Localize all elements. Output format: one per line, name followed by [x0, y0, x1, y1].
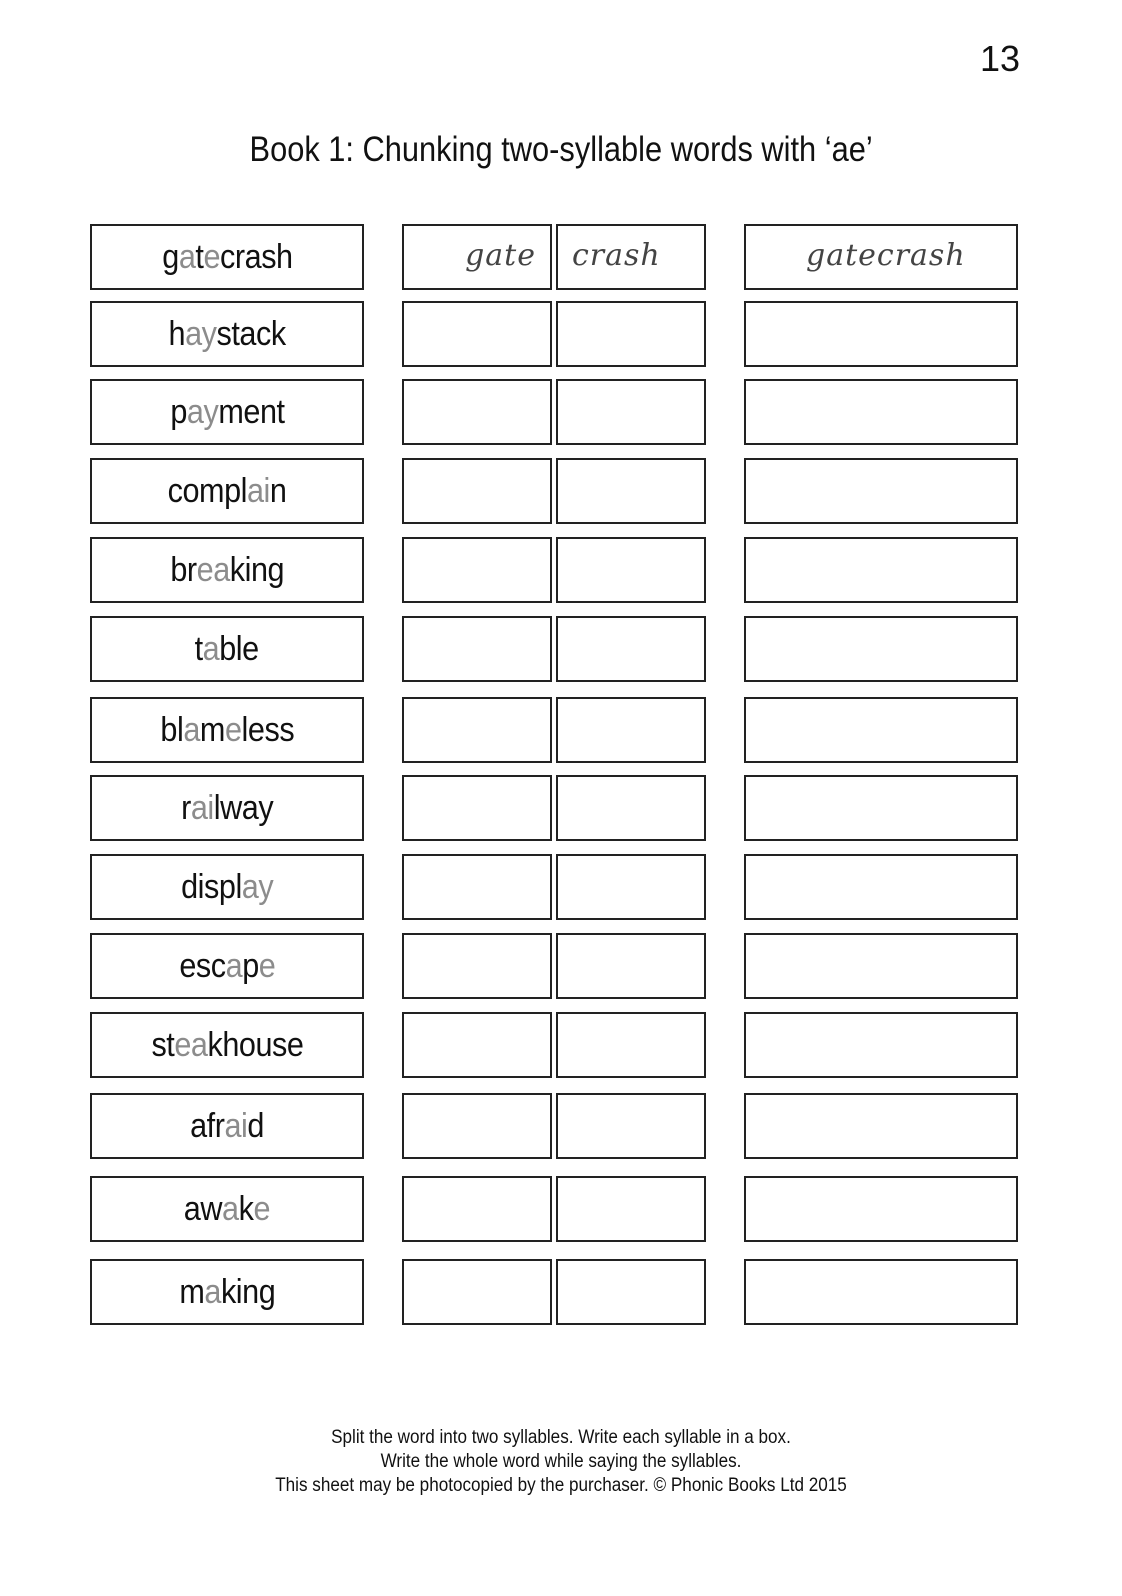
word-text: steakhouse [150, 1025, 304, 1064]
word-row [0, 616, 1122, 682]
word-text: gatecrash [161, 237, 293, 276]
syllable-1-box[interactable] [402, 933, 552, 999]
word-row [0, 1012, 1122, 1078]
syllable-2-box[interactable] [556, 933, 706, 999]
word-box [90, 379, 364, 445]
word-text: display [180, 867, 274, 906]
whole-word-box[interactable] [744, 379, 1018, 445]
word-row [0, 1259, 1122, 1325]
whole-word-box[interactable] [744, 1259, 1018, 1325]
word-box [90, 537, 364, 603]
whole-word-box[interactable] [744, 537, 1018, 603]
syllable-1-box[interactable] [402, 854, 552, 920]
instruction-line-1: Split the word into two syllables. Write each syllable in a box. [331, 1427, 791, 1448]
syllable-1-box[interactable] [402, 697, 552, 763]
word-box [90, 616, 364, 682]
syllable-2-box[interactable] [556, 379, 706, 445]
word-box [90, 1093, 364, 1159]
whole-word-box[interactable] [744, 301, 1018, 367]
word-box [90, 1176, 364, 1242]
word-box [90, 1259, 364, 1325]
word-text: making [179, 1272, 275, 1311]
word-row [0, 1093, 1122, 1159]
whole-word-box[interactable] [744, 933, 1018, 999]
whole-word-box[interactable] [744, 697, 1018, 763]
word-box [90, 1012, 364, 1078]
word-text: railway [180, 788, 274, 827]
word-text: blameless [160, 710, 294, 749]
whole-word-box[interactable] [744, 854, 1018, 920]
syllable-1-box[interactable] [402, 1259, 552, 1325]
word-box [90, 854, 364, 920]
syllable-2-box[interactable] [556, 616, 706, 682]
syllable-1-box[interactable] [402, 537, 552, 603]
syllable-1-box[interactable] [402, 379, 552, 445]
syllable-2-box[interactable] [556, 775, 706, 841]
word-row [0, 224, 1122, 290]
word-row [0, 697, 1122, 763]
whole-word-box[interactable] [744, 1012, 1018, 1078]
syllable-1-box[interactable] [402, 458, 552, 524]
syllable-2-box[interactable] [556, 1012, 706, 1078]
page-number: 13 [980, 38, 1021, 79]
example-whole-word: gatecrash [806, 238, 966, 273]
syllable-2-box[interactable] [556, 458, 706, 524]
word-box [90, 933, 364, 999]
syllable-2-box[interactable] [556, 854, 706, 920]
word-text: haystack [168, 314, 286, 353]
word-box [90, 224, 364, 290]
word-text: afraid [190, 1106, 264, 1145]
word-row [0, 379, 1122, 445]
word-text: payment [169, 392, 285, 431]
syllable-1-box[interactable] [402, 775, 552, 841]
word-row [0, 775, 1122, 841]
word-box [90, 697, 364, 763]
whole-word-box[interactable] [744, 458, 1018, 524]
worksheet-title: Book 1: Chunking two-syllable words with ‘ae’ [249, 130, 873, 169]
word-box [90, 458, 364, 524]
whole-word-box[interactable] [744, 1093, 1018, 1159]
word-text: complain [167, 471, 287, 510]
word-text: awake [183, 1189, 271, 1228]
example-syllable-1: gate [465, 238, 536, 273]
syllable-2-box[interactable] [556, 537, 706, 603]
whole-word-box[interactable] [744, 224, 1018, 290]
word-text: table [194, 629, 260, 668]
whole-word-box[interactable] [744, 775, 1018, 841]
whole-word-box[interactable] [744, 616, 1018, 682]
word-row [0, 854, 1122, 920]
instructions-footer [0, 1426, 1122, 1498]
word-row [0, 301, 1122, 367]
word-row [0, 458, 1122, 524]
syllable-1-box[interactable] [402, 1093, 552, 1159]
syllable-2-box[interactable] [556, 1093, 706, 1159]
example-syllable-2: crash [572, 238, 661, 273]
syllable-1-box[interactable] [402, 1012, 552, 1078]
word-text: breaking [170, 550, 284, 589]
word-text: escape [178, 946, 276, 985]
word-row [0, 933, 1122, 999]
syllable-1-box[interactable] [402, 224, 552, 290]
syllable-2-box[interactable] [556, 697, 706, 763]
syllable-1-box[interactable] [402, 301, 552, 367]
word-row [0, 537, 1122, 603]
copyright-line: This sheet may be photocopied by the purchaser. © Phonic Books Ltd 2015 [275, 1475, 847, 1496]
syllable-2-box[interactable] [556, 301, 706, 367]
syllable-2-box[interactable] [556, 1176, 706, 1242]
word-box [90, 775, 364, 841]
instruction-line-2: Write the whole word while saying the syllables. [380, 1451, 742, 1472]
word-box [90, 301, 364, 367]
syllable-1-box[interactable] [402, 1176, 552, 1242]
syllable-2-box[interactable] [556, 1259, 706, 1325]
word-row [0, 1176, 1122, 1242]
syllable-2-box[interactable] [556, 224, 706, 290]
syllable-1-box[interactable] [402, 616, 552, 682]
whole-word-box[interactable] [744, 1176, 1018, 1242]
